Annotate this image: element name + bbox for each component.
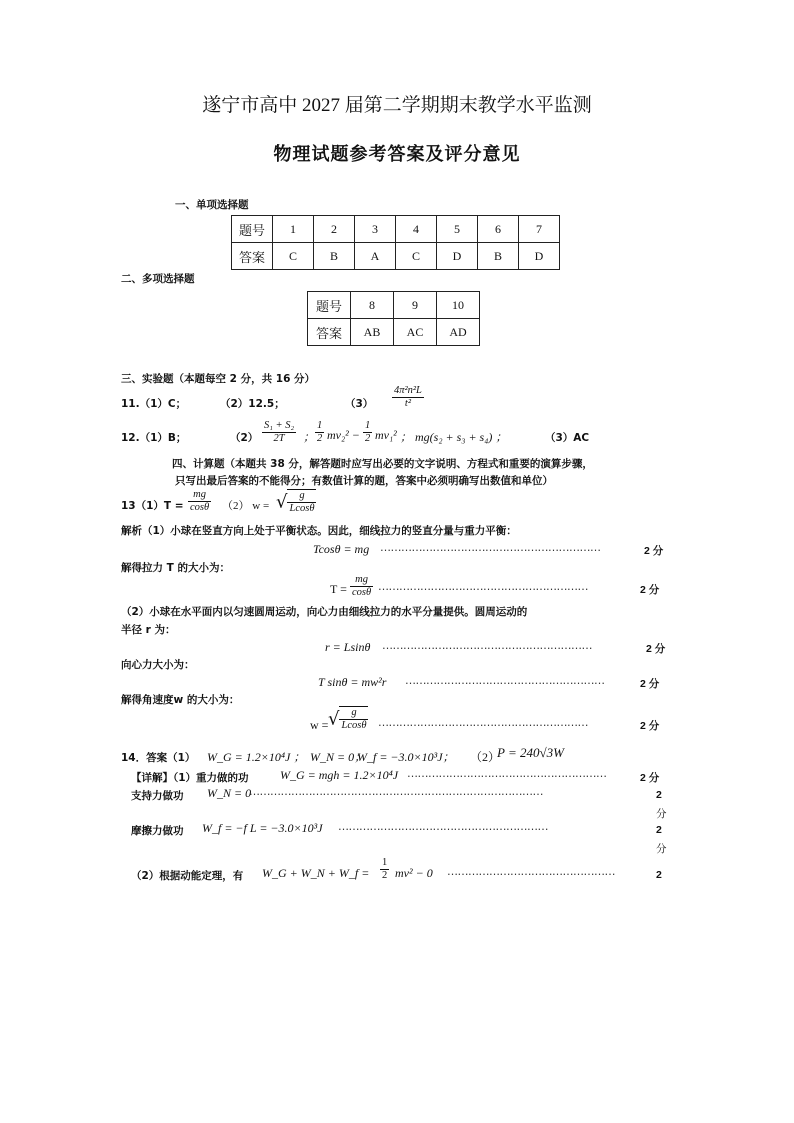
q13-para5: 解得角速度w 的大小为： xyxy=(121,694,240,706)
table-cell: 3 xyxy=(355,216,396,243)
table-cell: AD xyxy=(437,319,480,346)
table-cell: A xyxy=(355,243,396,270)
table-cell: 7 xyxy=(519,216,560,243)
fraction xyxy=(392,385,424,410)
table-row xyxy=(232,243,560,270)
q12-part3: （3）AC xyxy=(545,432,590,444)
q14-half: $\frac{1}{2}$ xyxy=(382,857,388,881)
fraction-numerator: mg xyxy=(188,489,211,502)
fraction-numerator: 1 xyxy=(317,420,323,431)
fraction-denominator: Lcosθ xyxy=(289,503,315,514)
leader-dots: ………………………………………………… xyxy=(405,674,605,687)
table-cell: 答案 xyxy=(308,319,351,346)
score: 2 xyxy=(656,789,662,801)
score: 2 xyxy=(656,824,662,836)
score: 2 xyxy=(656,869,662,881)
table-cell: 1 xyxy=(273,216,314,243)
table-cell: D xyxy=(437,243,478,270)
fraction-denominator: 2 xyxy=(317,433,323,444)
leader-dots: …………………………………………………… xyxy=(378,716,588,729)
multiple-choice-table xyxy=(307,291,480,346)
q12-kinetic2: mv₁² xyxy=(375,428,397,442)
leader-dots: ………………………………………… xyxy=(447,865,615,878)
q13-eq1: Tcosθ = mg xyxy=(313,542,370,556)
score: 2 分 xyxy=(640,720,660,732)
fraction-denominator: t² xyxy=(404,398,411,409)
q13-eq2-fraction xyxy=(350,574,373,599)
score-unit: 分 xyxy=(656,808,667,820)
q14-line4-tail: mv² − 0 xyxy=(395,866,433,880)
fraction-denominator: 2 xyxy=(365,433,371,444)
q14-line3: 摩擦力做功 xyxy=(131,825,184,837)
q13-eq5-left: w = xyxy=(310,718,329,732)
table-row xyxy=(232,216,560,243)
q12-potential: ； mg(s₂ + s₃ + s₄) ； xyxy=(400,430,508,444)
table-row xyxy=(308,292,480,319)
table-cell: 10 xyxy=(437,292,480,319)
q13-eq4: T sinθ = mw²r xyxy=(318,675,387,689)
q13-para3b: 半径 r 为： xyxy=(121,624,176,636)
table-cell: C xyxy=(273,243,314,270)
q14-line1: 【详解】（1）重力做的功 xyxy=(131,772,249,784)
leader-dots: …………………………………………………… xyxy=(378,580,588,593)
section4-label-line2: 只写出最后答案的不能得分；有数值计算的题，答案中必须明确写出数值和单位） xyxy=(175,475,553,487)
q11-part2: （2）12.5； xyxy=(220,398,285,410)
q11-formula xyxy=(392,385,424,410)
q12-part1: 12.（1）B； xyxy=(121,432,187,444)
q13-para4: 向心力大小为： xyxy=(121,659,195,671)
fraction-denominator: Lcosθ xyxy=(341,720,367,731)
fraction-denominator: cosθ xyxy=(190,502,210,513)
leader-dots: …………………………………………………… xyxy=(338,820,548,833)
table-cell: B xyxy=(478,243,519,270)
fraction-numerator: g xyxy=(287,490,316,503)
q12-part2: （2） xyxy=(230,432,259,444)
q13-answer-head: 13（1）T = xyxy=(121,500,184,512)
q13-answer-part2: （2） w = xyxy=(222,500,270,512)
q11-part3: （3） xyxy=(345,398,374,410)
q14-wg: W_G = 1.2×10⁴J ； xyxy=(207,750,306,764)
section2-label: 二、多项选择题 xyxy=(121,273,195,285)
fraction-denominator: 2T xyxy=(273,433,285,444)
q14-line4: （2）根据动能定理，有 xyxy=(131,870,244,882)
q13-answer-fraction xyxy=(188,489,211,514)
table-cell: 题号 xyxy=(308,292,351,319)
q14-line4-eq: W_G + W_N + W_f = xyxy=(262,866,370,880)
q14-line2: 支持力做功 xyxy=(131,790,184,802)
q13-answer-sqrt: √ $\frac{g}{Lcos\theta}$ xyxy=(276,490,315,514)
table-cell: 2 xyxy=(314,216,355,243)
section4-label: 四、计算题（本题共 38 分，解答题时应写出必要的文字说明、方程式和重要的演算步骤， xyxy=(172,458,593,470)
fraction-numerator: 4π²n²L xyxy=(394,385,422,396)
table-cell: AB xyxy=(351,319,394,346)
score-unit: 分 xyxy=(656,843,667,855)
q13-eq3: r = Lsinθ xyxy=(325,640,371,654)
q11-part1: 11.（1）C； xyxy=(121,398,187,410)
leader-dots: ………………………………………………………………………… xyxy=(249,785,543,798)
q14-power: P = 240√3W xyxy=(497,745,564,760)
q14-line3-eq: W_f = −f L = −3.0×10³J xyxy=(202,821,323,835)
q13-eq5-sqrt: √ $\frac{g}{Lcos\theta}$ xyxy=(328,707,367,731)
q12-half1 xyxy=(315,420,324,445)
table-cell: 6 xyxy=(478,216,519,243)
leader-dots: …………………………………………………… xyxy=(382,639,592,652)
table-cell: AC xyxy=(394,319,437,346)
score: 2 分 xyxy=(640,678,660,690)
fraction-numerator: mg xyxy=(350,574,373,587)
q14-answer-head: 14．答案（1） xyxy=(121,752,196,764)
q14-wn: W_N = 0； xyxy=(310,750,367,764)
q14-part2: （2） xyxy=(470,750,501,764)
document-subtitle: 物理试题参考答案及评分意见 xyxy=(273,144,521,165)
fraction-numerator: S₁ + S₂ xyxy=(264,420,295,431)
section1-label: 一、单项选择题 xyxy=(175,199,249,211)
table-row xyxy=(308,319,480,346)
q12-half2 xyxy=(363,420,372,445)
single-choice-table xyxy=(231,215,560,270)
q13-eq2-left: T = xyxy=(330,582,347,596)
score: 2 分 xyxy=(640,772,660,784)
fraction-numerator: 1 xyxy=(365,420,371,431)
q13-para3: （2）小球在水平面内以匀速圆周运动，向心力由细线拉力的水平分量提供。圆周运动的 xyxy=(121,606,528,618)
leader-dots: ……………………………………………………… xyxy=(380,541,601,554)
fraction-numerator: g xyxy=(339,707,368,720)
table-cell: 题号 xyxy=(232,216,273,243)
table-cell: B xyxy=(314,243,355,270)
q12-kinetic1: mv₂² − xyxy=(327,428,360,442)
section3-label: 三、实验题（本题每空 2 分，共 16 分） xyxy=(121,373,316,385)
q12-formula1 xyxy=(262,420,296,445)
table-cell: 8 xyxy=(351,292,394,319)
table-cell: 9 xyxy=(394,292,437,319)
table-cell: 答案 xyxy=(232,243,273,270)
q14-wf: W_f = −3.0×10³J； xyxy=(357,750,455,764)
q12-separator: ； xyxy=(303,430,316,444)
q13-para1: 解析（1）小球在竖直方向上处于平衡状态。因此，细线拉力的竖直分量与重力平衡： xyxy=(121,525,517,537)
q13-para2: 解得拉力 T 的大小为： xyxy=(121,562,230,574)
document-title: 遂宁市高中 2027 届第二学期期末教学水平监测 xyxy=(202,95,592,116)
score: 2 分 xyxy=(646,643,666,655)
leader-dots: ………………………………………………… xyxy=(407,767,607,780)
table-cell: D xyxy=(519,243,560,270)
score: 2 分 xyxy=(644,545,664,557)
q14-line2-eq: W_N = 0 xyxy=(207,786,252,800)
score: 2 分 xyxy=(640,584,660,596)
q14-line1-eq: W_G = mgh = 1.2×10⁴J xyxy=(280,768,399,782)
table-cell: C xyxy=(396,243,437,270)
fraction-denominator: cosθ xyxy=(352,587,372,598)
table-cell: 4 xyxy=(396,216,437,243)
table-cell: 5 xyxy=(437,216,478,243)
